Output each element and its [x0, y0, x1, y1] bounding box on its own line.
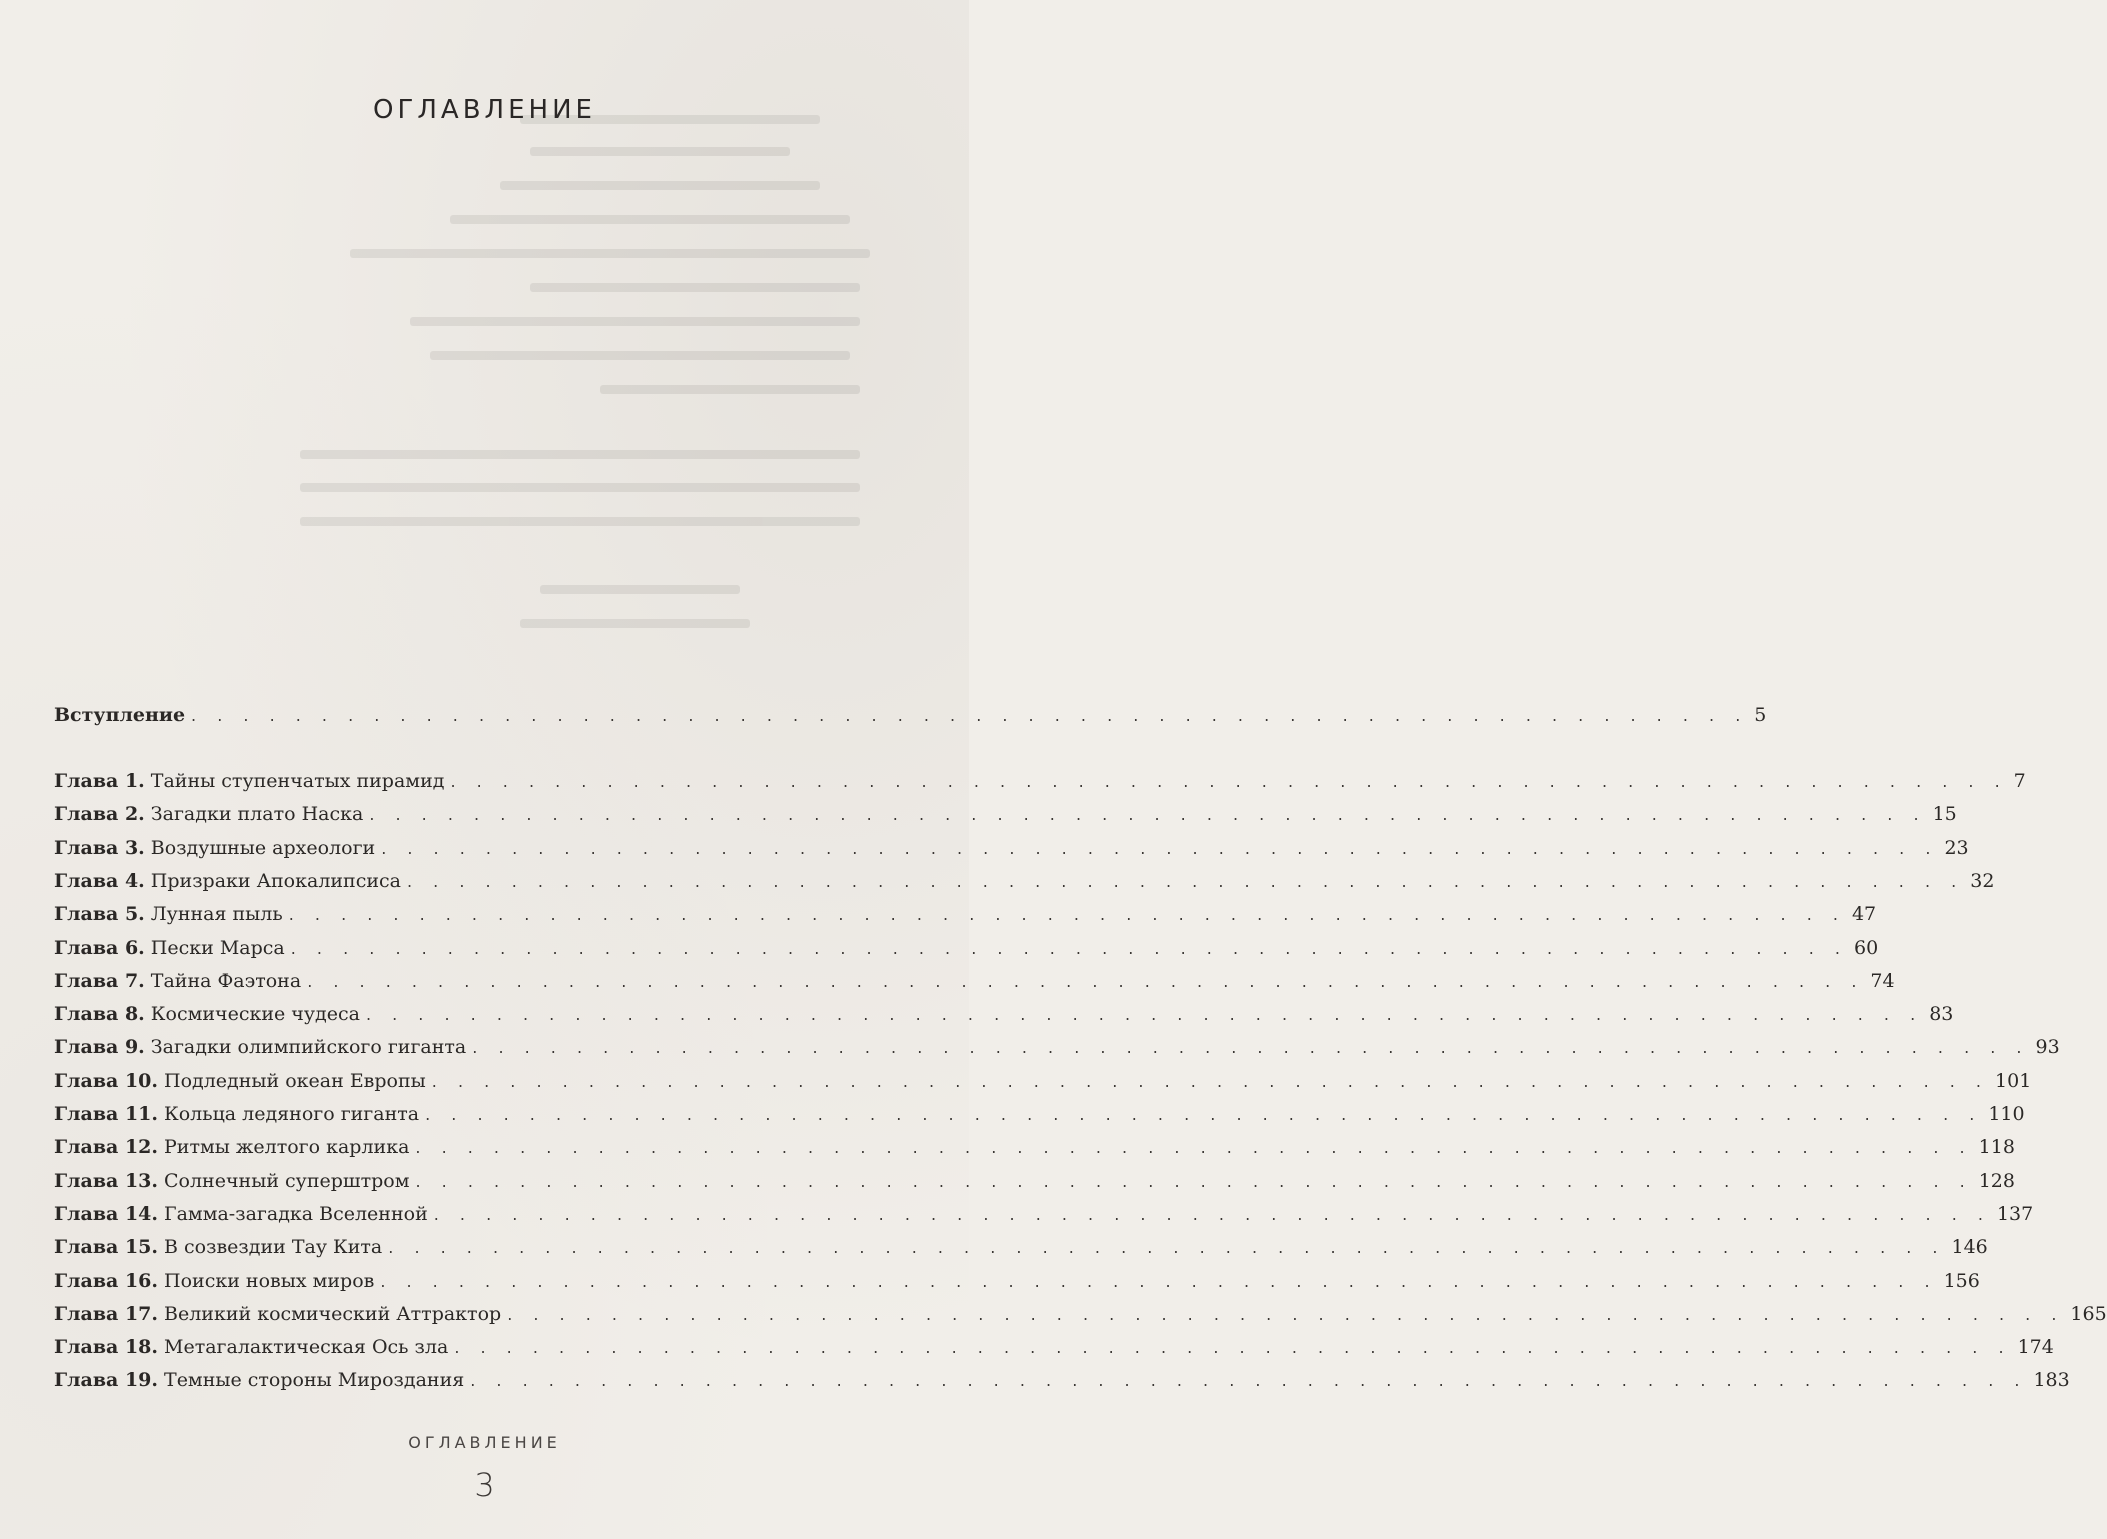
page-ref: 110	[1988, 1103, 2025, 1125]
chapter-title: Кольца ледяного гиганта	[164, 1103, 420, 1125]
dot-leader: . . . . . . . . . . . . . . . . . . . . . . . . . . . . . . . . . . . . . . . . . . . . . . . . . . . . . . . . . . . .	[191, 706, 1749, 725]
chapter-label: Глава 2.	[54, 803, 145, 825]
chapter-title: В созвездии Тау Кита	[164, 1236, 383, 1258]
chapter-label: Глава 13.	[54, 1170, 159, 1192]
page-ref: 83	[1929, 1003, 1954, 1025]
toc-entry-chapter	[54, 1232, 1988, 1262]
toc-entry-chapter	[54, 1066, 2032, 1096]
toc-entry-chapter	[54, 1299, 2107, 1329]
toc-entry-chapter	[54, 1332, 2054, 1362]
chapter-title: Подледный океан Европы	[164, 1070, 426, 1092]
dot-leader: . . . . . . . . . . . . . . . . . . . . . . . . . . . . . . . . . . . . . . . . . . . . . . . . . . . . . . . . . . . .	[507, 1305, 2065, 1324]
chapter-title: Тайны ступенчатых пирамид	[150, 770, 445, 792]
toc-entry-chapter	[54, 899, 1877, 929]
chapter-title: Тайна Фаэтона	[150, 970, 302, 992]
dot-leader: . . . . . . . . . . . . . . . . . . . . . . . . . . . . . . . . . . . . . . . . . . . . . . . . . . . . . . . . . . . .	[470, 1371, 2028, 1390]
bleed-through-text	[300, 105, 900, 665]
dot-leader: . . . . . . . . . . . . . . . . . . . . . . . . . . . . . . . . . . . . . . . . . . . . . . . . . . . . . . . . . . . .	[380, 1272, 1938, 1291]
chapter-label: Глава 10.	[54, 1070, 159, 1092]
page-ref: 128	[1978, 1170, 2015, 1192]
toc-entry-chapter	[54, 866, 1995, 896]
chapter-label: Глава 15.	[54, 1236, 159, 1258]
page-number: 3	[474, 1466, 495, 1504]
page-ref: 146	[1951, 1236, 1988, 1258]
page-ref: 137	[1996, 1203, 2034, 1225]
toc-entry-chapter	[54, 1199, 2034, 1229]
page-ref: 60	[1853, 937, 1879, 959]
page-ref: 15	[1932, 803, 1957, 825]
dot-leader: . . . . . . . . . . . . . . . . . . . . . . . . . . . . . . . . . . . . . . . . . . . . . . . . . . . . . . . . . . . .	[472, 1038, 2030, 1057]
dot-leader: . . . . . . . . . . . . . . . . . . . . . . . . . . . . . . . . . . . . . . . . . . . . . . . . . . . . . . . . . . . .	[454, 1338, 2012, 1357]
dot-leader: . . . . . . . . . . . . . . . . . . . . . . . . . . . . . . . . . . . . . . . . . . . . . . . . . . . . . . . . . . . .	[369, 805, 1927, 824]
dot-leader: . . . . . . . . . . . . . . . . . . . . . . . . . . . . . . . . . . . . . . . . . . . . . . . . . . . . . . . . . . . .	[381, 839, 1939, 858]
chapter-label: Глава 8.	[54, 1003, 145, 1025]
dot-leader: . . . . . . . . . . . . . . . . . . . . . . . . . . . . . . . . . . . . . . . . . . . . . . . . . . . . . . . . . . . .	[288, 905, 1846, 924]
toc-entry-chapter	[54, 1099, 2025, 1129]
chapter-label: Глава 19.	[54, 1369, 159, 1391]
chapter-label: Глава 14.	[54, 1203, 159, 1225]
chapter-title: Ритмы желтого карлика	[164, 1136, 410, 1158]
page-ref: 32	[1970, 870, 1995, 892]
page-ref: 7	[2013, 770, 2026, 792]
chapter-title: Загадки плато Наска	[150, 803, 364, 825]
toc-entry-chapter	[54, 1166, 2015, 1196]
dot-leader: . . . . . . . . . . . . . . . . . . . . . . . . . . . . . . . . . . . . . . . . . . . . . . . . . . . . . . . . . . . .	[415, 1138, 1973, 1157]
chapter-title: Воздушные археологи	[150, 837, 376, 859]
chapter-title: Призраки Апокалипсиса	[150, 870, 401, 892]
chapter-label: Глава 3.	[54, 837, 145, 859]
chapter-title: Темные стороны Мироздания	[164, 1369, 465, 1391]
toc-entry-chapter	[54, 1266, 1980, 1296]
dot-leader: . . . . . . . . . . . . . . . . . . . . . . . . . . . . . . . . . . . . . . . . . . . . . . . . . . . . . . . . . . . .	[433, 1205, 1991, 1224]
dot-leader: . . . . . . . . . . . . . . . . . . . . . . . . . . . . . . . . . . . . . . . . . . . . . . . . . . . . . . . . . . . .	[415, 1172, 1973, 1191]
page-ref: 183	[2033, 1369, 2070, 1391]
chapter-label: Глава 1.	[54, 770, 145, 792]
chapter-label: Глава 18.	[54, 1336, 159, 1358]
chapter-title: Лунная пыль	[150, 903, 283, 925]
page-ref: 118	[1978, 1136, 2015, 1158]
dot-leader: . . . . . . . . . . . . . . . . . . . . . . . . . . . . . . . . . . . . . . . . . . . . . . . . . . . . . . . . . . . .	[307, 972, 1865, 991]
dot-leader: . . . . . . . . . . . . . . . . . . . . . . . . . . . . . . . . . . . . . . . . . . . . . . . . . . . . . . . . . . . .	[450, 772, 2008, 791]
dot-leader: . . . . . . . . . . . . . . . . . . . . . . . . . . . . . . . . . . . . . . . . . . . . . . . . . . . . . . . . . . . .	[388, 1238, 1946, 1257]
chapter-label: Глава 9.	[54, 1036, 145, 1058]
page-ref: 23	[1944, 837, 1969, 859]
page-title: ОГЛАВЛЕНИЕ	[373, 95, 596, 125]
toc-entry-chapter	[54, 1132, 2015, 1162]
toc-entry-chapter	[54, 766, 2026, 796]
dot-leader: . . . . . . . . . . . . . . . . . . . . . . . . . . . . . . . . . . . . . . . . . . . . . . . . . . . . . . . . . . . .	[290, 939, 1848, 958]
toc-entry-chapter	[54, 933, 1879, 963]
chapter-title: Поиски новых миров	[164, 1270, 375, 1292]
chapter-title: Солнечный суперштром	[164, 1170, 410, 1192]
chapter-title: Пески Марса	[150, 937, 285, 959]
chapter-title: Великий космический Аттрактор	[164, 1303, 502, 1325]
running-footer-title: ОГЛАВЛЕНИЕ	[408, 1433, 561, 1452]
toc-entry-chapter	[54, 1365, 2070, 1395]
chapter-label: Глава 6.	[54, 937, 145, 959]
toc-entry-chapter	[54, 799, 1957, 829]
page-ref: 93	[2035, 1036, 2060, 1058]
chapter-label: Глава 11.	[54, 1103, 159, 1125]
dot-leader: . . . . . . . . . . . . . . . . . . . . . . . . . . . . . . . . . . . . . . . . . . . . . . . . . . . . . . . . . . . .	[425, 1105, 1983, 1124]
chapter-label: Глава 16.	[54, 1270, 159, 1292]
dot-leader: . . . . . . . . . . . . . . . . . . . . . . . . . . . . . . . . . . . . . . . . . . . . . . . . . . . . . . . . . . . .	[365, 1005, 1924, 1024]
toc-entry-chapter	[54, 966, 1895, 996]
toc-entry-intro	[54, 700, 1767, 730]
chapter-title: Космические чудеса	[150, 1003, 360, 1025]
chapter-title: Загадки олимпийского гиганта	[150, 1036, 467, 1058]
page-ref: 156	[1943, 1270, 1980, 1292]
dot-leader: . . . . . . . . . . . . . . . . . . . . . . . . . . . . . . . . . . . . . . . . . . . . . . . . . . . . . . . . . . . .	[407, 872, 1965, 891]
chapter-label: Глава 17.	[54, 1303, 159, 1325]
chapter-title: Метагалактическая Ось зла	[164, 1336, 449, 1358]
chapter-label: Глава 7.	[54, 970, 145, 992]
dot-leader: . . . . . . . . . . . . . . . . . . . . . . . . . . . . . . . . . . . . . . . . . . . . . . . . . . . . . . . . . . . .	[431, 1072, 1990, 1091]
page-ref: 74	[1870, 970, 1895, 992]
toc-entry-chapter	[54, 1032, 2060, 1062]
page-ref: 5	[1754, 704, 1767, 726]
page-ref: 47	[1851, 903, 1877, 925]
page-ref: 165	[2070, 1303, 2107, 1325]
toc-entry-chapter	[54, 999, 1954, 1029]
page-ref: 174	[2017, 1336, 2054, 1358]
chapter-label: Глава 12.	[54, 1136, 159, 1158]
chapter-label: Глава 4.	[54, 870, 145, 892]
toc-entry-chapter	[54, 833, 1969, 863]
chapter-title: Гамма-загадка Вселенной	[164, 1203, 428, 1225]
intro-title: Вступление	[54, 704, 186, 726]
chapter-label: Глава 5.	[54, 903, 145, 925]
page-ref: 101	[1995, 1070, 2032, 1092]
